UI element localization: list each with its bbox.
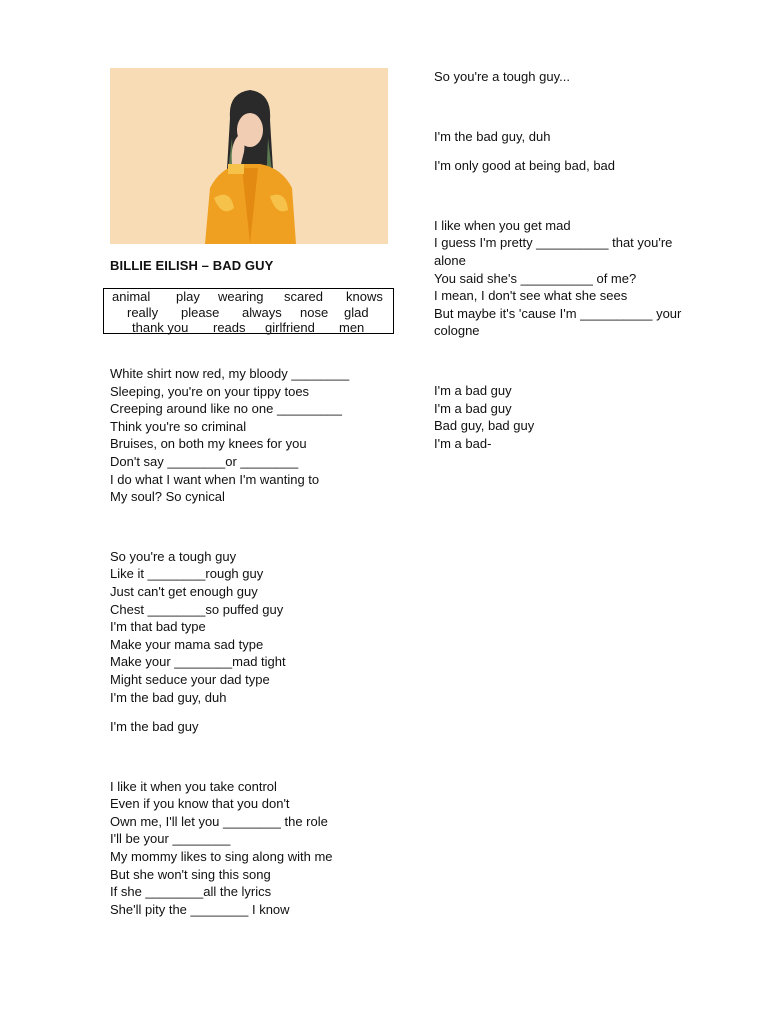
lyric-line: I'm the bad guy, duh [434, 128, 551, 144]
lyric-line: I'm that bad type [110, 619, 206, 635]
lyric-line: I'm only good at being bad, bad [434, 158, 616, 174]
lyric-line: I'm a bad- [434, 435, 492, 451]
lyric-line: You said she's __________ of me? [434, 270, 637, 286]
word-bank-row [104, 289, 393, 305]
artist-photo [110, 68, 388, 244]
lyric-line: Bad guy, bad guy [434, 418, 535, 434]
lyric-line: But maybe it's 'cause I'm __________ your [434, 305, 682, 321]
lyric-line: Chest ________so puffed guy [110, 601, 284, 617]
lyric-line: cologne [434, 323, 480, 339]
lyric-line: I like it when you take control [110, 778, 277, 794]
lyric-line: I'm a bad guy [434, 400, 512, 416]
word-bank-word: really [127, 304, 159, 320]
word-bank-word: animal [112, 289, 151, 304]
word-bank-word: please [181, 304, 220, 320]
lyric-line: Make your ________mad tight [110, 654, 286, 670]
artist-photo-illustration [110, 68, 388, 244]
lyric-line: Creeping around like no one _________ [110, 401, 343, 417]
word-bank-word: men [339, 320, 365, 336]
word-bank-word: scared [284, 289, 324, 304]
lyric-line: I'm the bad guy [110, 719, 199, 735]
lyric-line: Own me, I'll let you ________ the role [110, 813, 328, 829]
lyric-line: Make your mama sad type [110, 636, 264, 652]
lyric-line: My mommy likes to sing along with me [110, 849, 333, 865]
word-bank-word: reads [213, 320, 246, 336]
word-bank-word: nose [300, 304, 329, 320]
lyric-line: Think you're so criminal [110, 418, 247, 434]
lyric-line: Just can't get enough guy [110, 583, 258, 599]
lyric-line: I'll be your ________ [110, 831, 231, 847]
lyric-line: My soul? So cynical [110, 489, 225, 505]
word-bank-word: thank you [132, 320, 189, 336]
word-bank [103, 288, 394, 334]
lyric-line: I'm the bad guy, duh [110, 689, 227, 705]
lyric-line: But she won't sing this song [110, 866, 271, 882]
lyric-line: Bruises, on both my knees for you [110, 436, 307, 452]
lyric-line: Sleeping, you're on your tippy toes [110, 383, 310, 399]
verse-two [110, 778, 349, 919]
lyric-line: Like it ________rough guy [110, 566, 264, 582]
lyric-line: White shirt now red, my bloody ________ [110, 366, 350, 381]
worksheet-title: BILLIE EILISH – BAD GUY [110, 258, 274, 273]
lyric-line: I'm a bad guy [434, 382, 512, 398]
lyric-line: So you're a tough guy [110, 548, 237, 564]
verse-one [110, 365, 349, 506]
word-bank-row [104, 305, 393, 321]
lyric-line: alone [434, 252, 466, 268]
verse-three [434, 217, 724, 340]
lyrics-right-column [434, 68, 724, 452]
word-bank-word: girlfriend [265, 320, 315, 336]
lyric-line: So you're a tough guy... [434, 69, 570, 84]
word-bank-word: always [242, 304, 282, 320]
word-bank-word: play [176, 289, 200, 304]
lyric-line: I mean, I don't see what she sees [434, 288, 628, 304]
word-bank-word: knows [346, 289, 383, 304]
lyric-line: If she ________all the lyrics [110, 884, 272, 900]
lyric-line: I guess I'm pretty __________ that you're [434, 235, 673, 251]
lyric-line: I do what I want when I'm wanting to [110, 471, 320, 487]
lyric-line: Even if you know that you don't [110, 796, 290, 812]
lyric-line: I like when you get mad [434, 217, 571, 233]
lyric-line: Might seduce your dad type [110, 671, 270, 687]
lyric-line: Don't say ________or ________ [110, 453, 299, 469]
outro [434, 382, 724, 452]
lyric-line: She'll pity the ________ I know [110, 901, 290, 917]
word-bank-word: wearing [218, 289, 264, 304]
lyrics-left-column [110, 365, 349, 918]
word-bank-row [104, 320, 393, 336]
chorus [110, 548, 349, 706]
word-bank-word: glad [344, 304, 369, 320]
